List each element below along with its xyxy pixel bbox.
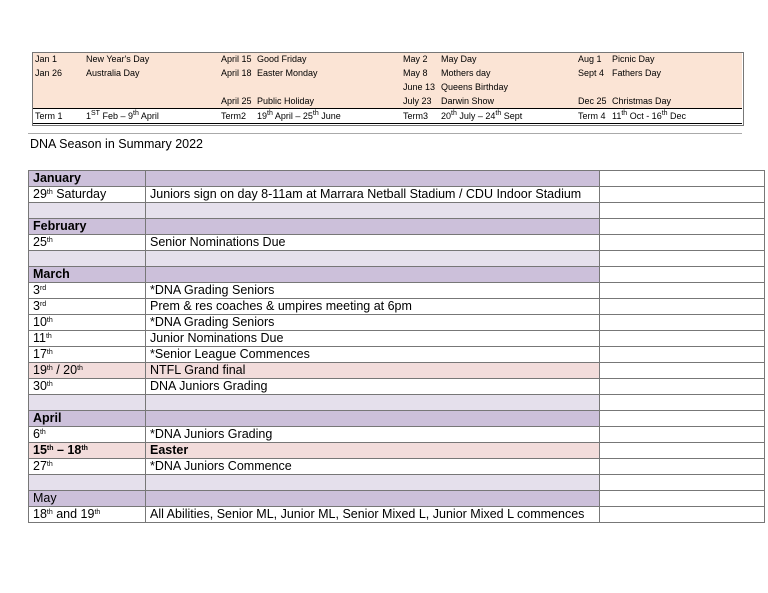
season-table [28,170,765,523]
holiday-date: April 25 [218,94,254,109]
spacer-cell [600,203,765,219]
event-notes [600,427,765,443]
event-description: *DNA Grading Seniors [146,315,600,331]
term-label: Term 4 [575,109,609,124]
event-row [29,379,765,395]
event-row [29,507,765,523]
event-date: 10th [29,315,146,331]
event-row [29,235,765,251]
event-row [29,315,765,331]
holiday-name: Fathers Day [609,66,742,80]
event-description: DNA Juniors Grading [146,379,600,395]
event-date: 19th / 20th [29,363,146,379]
month-notes [600,267,765,283]
term-label: Term2 [218,109,254,124]
event-description: Prem & res coaches & umpires meeting at 6pm [146,299,600,315]
spacer-cell [29,251,146,267]
divider [28,133,742,134]
summary-title: DNA Season in Summary 2022 [30,137,204,151]
holiday-date [218,80,254,94]
holiday-name: Christmas Day [609,94,742,109]
event-description: Juniors sign on day 8-11am at Marrara Netball Stadium / CDU Indoor Stadium [146,187,600,203]
event-description: *DNA Grading Seniors [146,283,600,299]
holiday-date [32,94,83,109]
holiday-date: Dec 25 [575,94,609,109]
event-notes [600,235,765,251]
event-date: 27th [29,459,146,475]
terms-row [32,109,742,124]
event-row [29,283,765,299]
month-notes [600,219,765,235]
event-description: *DNA Juniors Commence [146,459,600,475]
spacer-cell [600,395,765,411]
spacer-row [29,203,765,219]
event-notes [600,347,765,363]
event-date: 25th [29,235,146,251]
month-band [146,267,600,283]
event-notes [600,379,765,395]
month-notes [600,411,765,427]
month-label: February [29,219,146,235]
event-date: 30th [29,379,146,395]
event-row [29,331,765,347]
spacer-row [29,251,765,267]
month-band [146,411,600,427]
event-notes [600,443,765,459]
spacer-cell [600,251,765,267]
spacer-cell [29,395,146,411]
month-label: May [29,491,146,507]
spacer-cell [29,475,146,491]
term-dates: 20th July – 24th Sept [438,109,575,124]
event-description: Junior Nominations Due [146,331,600,347]
month-notes [600,171,765,187]
spacer-cell [146,395,600,411]
event-row [29,347,765,363]
holiday-date [575,80,609,94]
event-notes [600,363,765,379]
event-description: *DNA Juniors Grading [146,427,600,443]
spacer-cell [146,203,600,219]
holiday-date: May 8 [400,66,438,80]
event-notes [600,283,765,299]
event-row [29,427,765,443]
event-description: Senior Nominations Due [146,235,600,251]
event-notes [600,331,765,347]
event-description: All Abilities, Senior ML, Junior ML, Senior Mixed L, Junior Mixed L commences [146,507,600,523]
holiday-date: Jan 26 [32,66,83,80]
holiday-date: June 13 [400,80,438,94]
holiday-name [254,80,400,94]
holiday-date: April 18 [218,66,254,80]
spacer-cell [29,203,146,219]
holiday-date: Sept 4 [575,66,609,80]
event-description: Easter [146,443,600,459]
holiday-row [32,66,742,80]
spacer-row [29,395,765,411]
holiday-name: Queens Birthday [438,80,575,94]
month-row [29,171,765,187]
event-date: 15th – 18th [29,443,146,459]
event-date: 29th Saturday [29,187,146,203]
holidays-table [32,52,742,124]
spacer-row [29,475,765,491]
event-notes [600,187,765,203]
event-row [29,459,765,475]
holiday-name: Easter Monday [254,66,400,80]
event-description: NTFL Grand final [146,363,600,379]
holiday-date: Jan 1 [32,52,83,66]
term-dates: 11th Oct - 16th Dec [609,109,742,124]
month-row [29,491,765,507]
holiday-date: Aug 1 [575,52,609,66]
event-notes [600,459,765,475]
event-date: 18th and 19th [29,507,146,523]
term-dates: 1ST Feb – 9th April [83,109,218,124]
event-date: 3rd [29,299,146,315]
spacer-cell [600,475,765,491]
month-band [146,491,600,507]
term-dates: 19th April – 25th June [254,109,400,124]
holiday-date [32,80,83,94]
month-label: March [29,267,146,283]
holiday-date: April 15 [218,52,254,66]
event-date: 6th [29,427,146,443]
holiday-name: Mothers day [438,66,575,80]
event-date: 11th [29,331,146,347]
holiday-name: Public Holiday [254,94,400,109]
month-row [29,411,765,427]
holiday-row [32,80,742,94]
holiday-name [83,94,218,109]
event-notes [600,315,765,331]
holiday-date: May 2 [400,52,438,66]
term-label: Term3 [400,109,438,124]
event-row [29,187,765,203]
holiday-name: Darwin Show [438,94,575,109]
month-label: January [29,171,146,187]
holiday-name [609,80,742,94]
term-label: Term 1 [32,109,83,124]
spacer-cell [146,251,600,267]
spacer-cell [146,475,600,491]
event-date: 17th [29,347,146,363]
event-description: *Senior League Commences [146,347,600,363]
holiday-row [32,94,742,109]
event-date: 3rd [29,283,146,299]
month-row [29,219,765,235]
month-label: April [29,411,146,427]
event-row [29,363,765,379]
event-notes [600,507,765,523]
holiday-name: Australia Day [83,66,218,80]
month-row [29,267,765,283]
holiday-name: May Day [438,52,575,66]
month-notes [600,491,765,507]
event-notes [600,299,765,315]
holiday-name [83,80,218,94]
holiday-row [32,52,742,66]
holiday-name: New Year's Day [83,52,218,66]
month-band [146,171,600,187]
holiday-name: Good Friday [254,52,400,66]
month-band [146,219,600,235]
holiday-name: Picnic Day [609,52,742,66]
event-row [29,443,765,459]
holiday-date: July 23 [400,94,438,109]
event-row [29,299,765,315]
